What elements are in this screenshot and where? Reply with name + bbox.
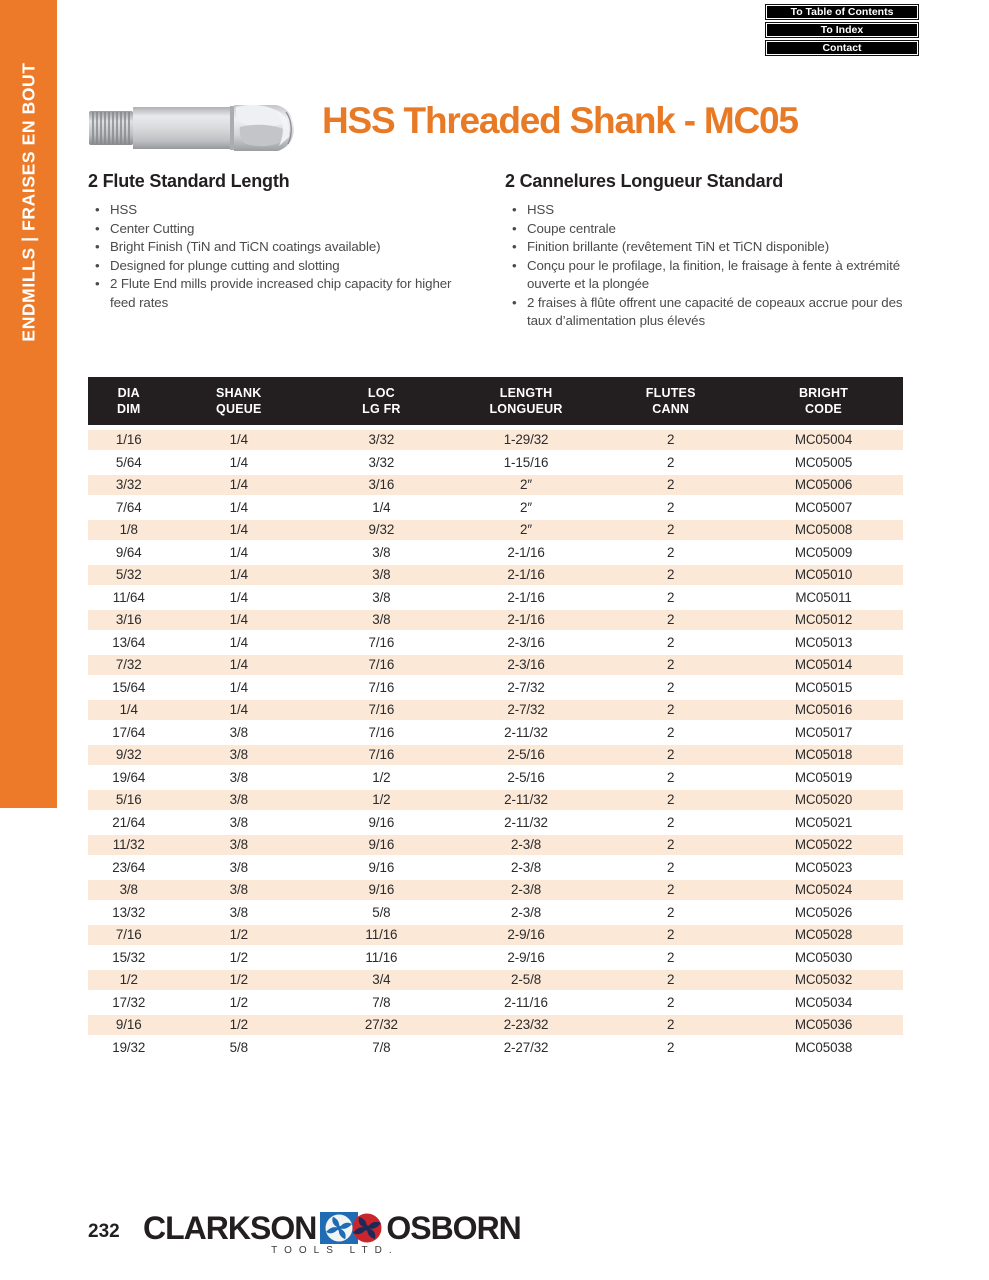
table-cell: 9/16 — [368, 837, 395, 853]
table-cell: 11/16 — [365, 927, 398, 943]
table-cell: MC05008 — [794, 522, 853, 538]
table-cell: 2 — [667, 657, 675, 673]
table-cell: 2 — [667, 927, 675, 943]
table-cell: 3/8 — [229, 837, 248, 853]
table-cell: 9/64 — [115, 544, 142, 560]
table-row — [88, 700, 903, 720]
table-cell: 2-3/8 — [511, 859, 542, 875]
table-cell: 1/4 — [229, 657, 248, 673]
table-cell: MC05036 — [794, 1017, 853, 1033]
table-cell: 7/8 — [372, 994, 391, 1010]
table-cell: 2-11/32 — [504, 814, 548, 830]
bullet-text: Center Cutting — [110, 220, 195, 236]
table-cell: 2 — [667, 612, 675, 628]
table-row — [88, 1015, 903, 1035]
section-heading-english: 2 Flute Standard Length — [88, 171, 290, 191]
table-row — [88, 723, 903, 743]
table-cell: 7/16 — [368, 634, 395, 650]
table-cell: MC05028 — [794, 927, 853, 943]
table-row — [88, 858, 903, 878]
table-row — [88, 498, 903, 518]
product-table — [88, 377, 903, 1060]
table-cell: MC05004 — [794, 432, 853, 448]
table-row — [88, 903, 903, 923]
table-cell: 2-3/8 — [511, 882, 542, 898]
table-row — [88, 610, 903, 630]
table-cell: 13/32 — [112, 904, 146, 920]
table-cell: 2-5/16 — [507, 747, 545, 763]
table-cell: 19/64 — [112, 769, 146, 785]
brand-subtitle: TOOLS LTD. — [271, 1245, 399, 1256]
table-cell: 2-1/16 — [507, 612, 545, 628]
sidebar — [0, 0, 57, 808]
table-cell: MC05020 — [794, 792, 853, 808]
bullet-list-english — [88, 201, 480, 312]
table-cell: 13/64 — [112, 634, 146, 650]
table-cell: 3/8 — [372, 612, 391, 628]
table-cell: 2-11/16 — [504, 994, 548, 1010]
table-row — [88, 453, 903, 473]
table-cell: 1/4 — [229, 702, 248, 718]
bullet-text: HSS — [110, 202, 138, 217]
bullet-item — [505, 220, 917, 239]
bullet-text: 2 fraises à flûte offrent une capacité de copeaux accrue pour des taux d’alimentation plus élevés — [527, 294, 903, 328]
table-cell: MC05019 — [794, 769, 853, 785]
table-cell: 1-29/32 — [503, 432, 549, 448]
bullet-dot: • — [512, 294, 517, 310]
table-cell: 2-1/16 — [507, 544, 545, 560]
brand-name-osborn: OSBORN — [386, 1210, 521, 1246]
pinwheel-logo-icon — [319, 1210, 383, 1246]
table-cell: 2 — [667, 994, 675, 1010]
table-row — [88, 835, 903, 855]
table-cell: 1/2 — [119, 972, 138, 988]
table-cell: MC05009 — [794, 544, 853, 560]
table-cell: MC05026 — [794, 904, 853, 920]
table-row — [88, 768, 903, 788]
table-cell: MC05016 — [794, 702, 853, 718]
bullet-text: Designed for plunge cutting and slotting — [110, 257, 340, 273]
page-title: HSS Threaded Shank - MC05 — [322, 100, 798, 141]
table-cell: MC05034 — [794, 994, 853, 1010]
table-cell: 15/64 — [112, 679, 146, 695]
table-row — [88, 813, 903, 833]
column-header-loc: LOC LG FR — [362, 385, 401, 416]
bullet-text: Finition brillante (revêtement TiN et TiCN disponible) — [527, 239, 830, 254]
table-cell: 3/8 — [229, 859, 248, 875]
table-cell: MC05032 — [794, 972, 853, 988]
table-cell: 15/32 — [112, 949, 146, 965]
table-cell: 5/16 — [115, 792, 142, 808]
brand-logo-row — [143, 1210, 521, 1246]
table-cell: 1/2 — [229, 994, 248, 1010]
table-cell: 1/8 — [119, 522, 138, 538]
table-cell: 2 — [667, 859, 675, 875]
table-cell: MC05018 — [794, 747, 853, 763]
bullet-item — [505, 294, 917, 331]
table-cell: 2″ — [520, 499, 533, 515]
bullet-item — [88, 257, 480, 276]
table-cell: 1/2 — [229, 972, 248, 988]
bullet-dot: • — [95, 220, 100, 236]
table-cell: 11/16 — [365, 949, 398, 965]
table-cell: 2-9/16 — [507, 949, 545, 965]
table-cell: 9/32 — [115, 747, 142, 763]
table-cell: 3/16 — [368, 477, 395, 493]
table-cell: MC05013 — [794, 634, 853, 650]
bullet-dot: • — [95, 239, 100, 254]
table-cell: 2 — [667, 679, 675, 695]
bullet-dot: • — [512, 257, 517, 273]
table-cell: 17/32 — [112, 994, 146, 1010]
table-row — [88, 588, 903, 608]
table-row — [88, 880, 903, 900]
table-row — [88, 745, 903, 765]
table-row — [88, 520, 903, 540]
table-row — [88, 948, 903, 968]
table-cell: 7/16 — [368, 702, 395, 718]
table-cell: 2-3/16 — [507, 634, 545, 650]
table-row — [88, 565, 903, 585]
table-cell: 7/16 — [368, 747, 395, 763]
table-cell: 2 — [667, 589, 675, 605]
bullet-dot: • — [512, 202, 517, 217]
table-cell: 3/32 — [368, 432, 395, 448]
table-cell: 2 — [667, 634, 675, 650]
table-cell: 23/64 — [112, 859, 146, 875]
table-cell: MC05010 — [794, 567, 853, 583]
sidebar-section-label: ENDMILLS | FRAISES EN BOUT — [18, 62, 39, 342]
bullet-dot: • — [512, 239, 517, 254]
table-cell: 1/4 — [229, 589, 248, 605]
table-cell: 5/8 — [372, 904, 391, 920]
nav-buttons — [766, 5, 918, 59]
table-cell: 2-3/16 — [507, 657, 545, 673]
table-cell: 2 — [667, 837, 675, 853]
table-row — [88, 633, 903, 653]
table-cell: 1/4 — [119, 702, 138, 718]
table-cell: 2 — [667, 567, 675, 583]
table-cell: 3/8 — [229, 882, 248, 898]
table-row — [88, 430, 903, 450]
table-row — [88, 993, 903, 1013]
table-cell: 3/4 — [372, 972, 391, 988]
table-cell: 2 — [667, 882, 675, 898]
table-cell: 3/8 — [372, 589, 391, 605]
table-cell: 1/4 — [229, 679, 248, 695]
table-cell: 2 — [667, 1039, 675, 1055]
column-header-dia: DIA DIM — [116, 385, 141, 416]
table-cell: MC05014 — [794, 657, 853, 673]
table-cell: 2-1/16 — [507, 589, 545, 605]
table-cell: 11/32 — [112, 837, 145, 853]
table-row — [88, 678, 903, 698]
table-cell: MC05021 — [794, 814, 853, 830]
table-cell: 5/32 — [115, 567, 142, 583]
table-cell: 2 — [667, 522, 675, 538]
table-cell: 2 — [667, 499, 675, 515]
table-cell: 3/16 — [115, 612, 142, 628]
brand-name-clarkson: CLARKSON — [143, 1210, 317, 1246]
table-cell: 7/16 — [368, 724, 395, 740]
table-cell: 2-11/32 — [504, 724, 548, 740]
table-cell: 1/4 — [229, 567, 248, 583]
table-cell: MC05038 — [794, 1039, 853, 1055]
table-cell: 2-5/8 — [511, 972, 542, 988]
table-cell: MC05017 — [794, 724, 853, 740]
column-header-flutes: FLUTES CANN — [645, 385, 696, 416]
table-cell: 1/16 — [115, 432, 142, 448]
bullet-item — [88, 238, 480, 257]
table-cell: 5/8 — [229, 1039, 248, 1055]
table-cell: 2 — [667, 702, 675, 718]
table-cell: 1/4 — [229, 522, 248, 538]
table-cell: 2 — [667, 769, 675, 785]
table-cell: 9/16 — [368, 859, 395, 875]
bullet-text: Coupe centrale — [527, 220, 616, 236]
table-cell: 2-23/32 — [503, 1017, 549, 1033]
bullet-item — [505, 257, 917, 294]
table-cell: 3/8 — [372, 544, 391, 560]
table-cell: 9/32 — [368, 522, 395, 538]
table-cell: 7/16 — [368, 679, 395, 695]
table-cell: 2-7/32 — [507, 702, 545, 718]
table-row — [88, 970, 903, 990]
column-header-length: LENGTH LONGUEUR — [489, 385, 563, 416]
table-cell: 1-15/16 — [503, 454, 549, 470]
table-row — [88, 790, 903, 810]
table-cell: 3/8 — [229, 747, 248, 763]
bullet-item — [88, 201, 480, 220]
table-cell: 1/4 — [229, 432, 248, 448]
table-cell: 1/4 — [229, 499, 248, 515]
table-cell: 1/4 — [229, 477, 248, 493]
table-cell: 1/2 — [229, 927, 248, 943]
table-cell: 7/8 — [372, 1039, 391, 1055]
bullet-dot: • — [512, 220, 517, 236]
table-cell: MC05023 — [794, 859, 853, 875]
table-body — [88, 425, 903, 1057]
table-cell: 3/8 — [372, 567, 391, 583]
table-cell: 9/16 — [115, 1017, 142, 1033]
table-cell: 7/16 — [368, 657, 395, 673]
table-cell: 3/32 — [368, 454, 395, 470]
table-cell: 1/2 — [372, 792, 391, 808]
table-cell: 17/64 — [112, 724, 146, 740]
table-cell: 3/8 — [229, 724, 248, 740]
table-cell: 21/64 — [112, 814, 146, 830]
table-cell: 2-5/16 — [507, 769, 545, 785]
table-row — [88, 925, 903, 945]
table-row — [88, 543, 903, 563]
table-row — [88, 475, 903, 495]
table-cell: 2 — [667, 432, 675, 448]
table-cell: 3/8 — [229, 814, 248, 830]
table-cell: 2 — [667, 1017, 675, 1033]
table-cell: 1/4 — [229, 544, 248, 560]
table-cell: 2 — [667, 814, 675, 830]
table-cell: 2 — [667, 949, 675, 965]
table-cell: 2-3/8 — [511, 904, 542, 920]
table-cell: 2 — [667, 972, 675, 988]
bullet-dot: • — [95, 276, 100, 291]
table-cell: 1/4 — [229, 454, 248, 470]
endmill-photo-svg — [88, 98, 300, 158]
table-row — [88, 1038, 903, 1058]
table-cell: MC05012 — [794, 612, 853, 628]
table-cell: 2 — [667, 477, 675, 493]
table-cell: 2-11/32 — [504, 792, 548, 808]
table-cell: 3/8 — [229, 792, 248, 808]
column-header-bright: BRIGHT CODE — [798, 385, 849, 416]
table-cell: 9/16 — [368, 814, 395, 830]
table-cell: 3/8 — [229, 904, 248, 920]
table-cell: 1/2 — [229, 949, 248, 965]
table-cell: MC05024 — [794, 882, 853, 898]
table-cell: 9/16 — [368, 882, 395, 898]
table-cell: 1/4 — [229, 634, 248, 650]
table-cell: 2 — [667, 544, 675, 560]
table-cell: MC05015 — [794, 679, 853, 695]
table-cell: MC05022 — [794, 837, 853, 853]
table-cell: 2″ — [520, 477, 533, 493]
table-cell: 5/64 — [115, 454, 142, 470]
section-french — [505, 171, 917, 331]
table-cell: MC05011 — [795, 589, 852, 605]
table-cell: 7/16 — [115, 927, 142, 943]
table-cell: 1/2 — [229, 1017, 248, 1033]
bullet-item — [88, 220, 480, 239]
section-heading-french: 2 Cannelures Longueur Standard — [505, 171, 784, 191]
table-cell: MC05030 — [794, 949, 853, 965]
bullet-text: HSS — [527, 202, 555, 217]
bullet-text: Bright Finish (TiN and TiCN coatings available) — [110, 239, 381, 254]
table-cell: 2 — [667, 792, 675, 808]
table-cell: MC05007 — [794, 499, 853, 515]
table-cell: 3/8 — [119, 882, 138, 898]
table-cell: 7/32 — [115, 657, 142, 673]
table-row — [88, 655, 903, 675]
table-cell: 2 — [667, 454, 675, 470]
page-number: 232 — [88, 1221, 120, 1242]
table-cell: MC05006 — [794, 477, 853, 493]
table-cell: 3/8 — [229, 769, 248, 785]
table-cell: 2-27/32 — [503, 1039, 549, 1055]
table-cell: 1/4 — [372, 499, 391, 515]
bullet-item — [505, 201, 917, 220]
table-cell: MC05005 — [794, 454, 853, 470]
table-cell: 2 — [667, 747, 675, 763]
table-cell: 2-3/8 — [511, 837, 542, 853]
table-header — [88, 377, 903, 425]
table-cell: 2-7/32 — [507, 679, 545, 695]
table-cell: 2 — [667, 724, 675, 740]
nav-button-table-of-contents[interactable]: To Table of Contents — [766, 5, 918, 19]
column-header-shank: SHANK QUEUE — [216, 385, 262, 416]
bullet-item — [505, 238, 917, 257]
brand-footer — [143, 1210, 521, 1256]
bullet-list-french — [505, 201, 917, 331]
table-cell: 19/32 — [112, 1039, 146, 1055]
table-cell: 2″ — [520, 522, 533, 538]
table-cell: 7/64 — [115, 499, 142, 515]
bullet-dot: • — [95, 257, 100, 273]
bullet-text: Conçu pour le profilage, la finition, le fraisage à fente à extrémité ouverte et la plongée — [527, 257, 901, 291]
nav-button-index[interactable]: To Index — [766, 23, 918, 37]
table-cell: 2 — [667, 904, 675, 920]
section-english — [88, 171, 480, 312]
table-cell: 1/2 — [372, 769, 391, 785]
table-cell: 2-9/16 — [507, 927, 545, 943]
bullet-dot: • — [95, 202, 100, 217]
table-cell: 1/4 — [229, 612, 248, 628]
nav-button-contact[interactable]: Contact — [766, 41, 918, 55]
table-cell: 3/32 — [115, 477, 142, 493]
table-cell: 27/32 — [364, 1017, 398, 1033]
table-cell: 11/64 — [112, 589, 145, 605]
bullet-item — [88, 275, 480, 312]
table-cell: 2-1/16 — [507, 567, 545, 583]
bullet-text: 2 Flute End mills provide increased chip capacity for higher feed rates — [110, 276, 452, 310]
endmill-product-image — [88, 98, 300, 163]
